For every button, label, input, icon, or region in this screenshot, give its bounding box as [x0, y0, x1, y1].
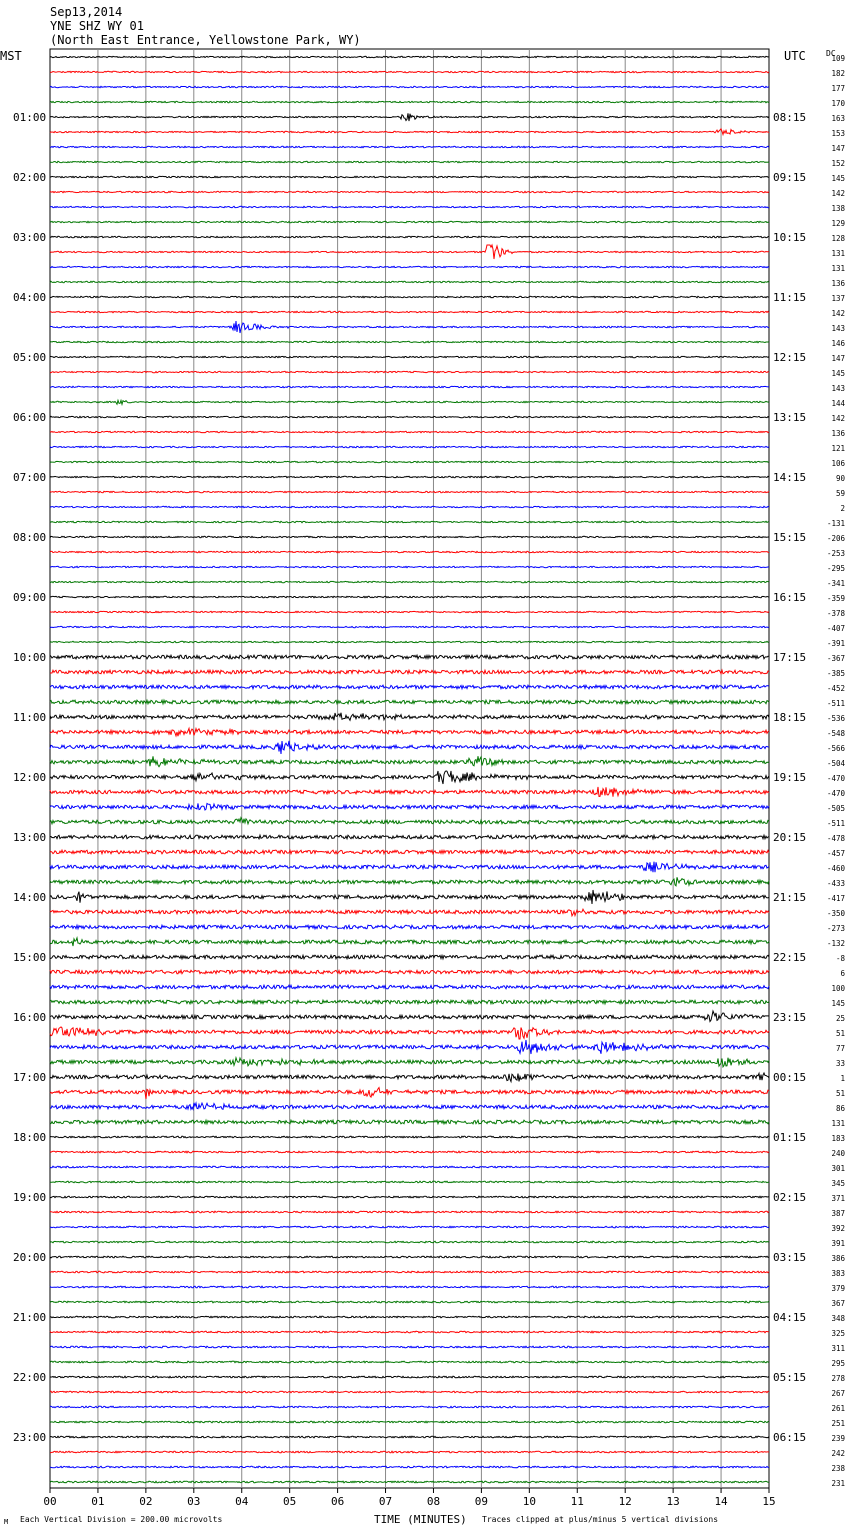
- dc-value: 106: [831, 459, 845, 468]
- trace-line: [50, 1000, 769, 1004]
- trace-line: [50, 909, 769, 916]
- left-time-label: 17:00: [13, 1071, 47, 1084]
- right-time-label: 11:15: [773, 291, 807, 304]
- trace-line: [50, 431, 769, 432]
- dc-value: 345: [831, 1179, 845, 1188]
- trace-line: [50, 266, 769, 267]
- trace-line: [50, 400, 769, 404]
- dc-value: 145: [831, 369, 845, 378]
- dc-value: 109: [831, 54, 845, 63]
- trace-line: [50, 386, 769, 387]
- dc-value: 142: [831, 414, 845, 423]
- trace-line: [50, 1301, 769, 1303]
- right-time-label: 18:15: [773, 711, 807, 724]
- trace-line: [50, 626, 769, 627]
- trace-line: [50, 1136, 769, 1138]
- dc-value: -8: [835, 954, 845, 963]
- trace-line: [50, 101, 769, 102]
- left-axis-label: MST: [0, 49, 22, 63]
- right-time-label: 06:15: [773, 1431, 807, 1444]
- dc-value: 77: [835, 1044, 845, 1053]
- trace-line: [50, 803, 769, 810]
- right-time-label: 17:15: [773, 651, 807, 664]
- dc-value: 33: [835, 1059, 845, 1068]
- dc-value: 295: [831, 1359, 845, 1368]
- dc-value: 183: [831, 1134, 845, 1143]
- trace-line: [50, 700, 769, 704]
- right-time-label: 01:15: [773, 1131, 807, 1144]
- trace-line: [50, 1166, 769, 1168]
- trace-line: [50, 206, 769, 207]
- dc-value: -457: [826, 849, 845, 858]
- right-time-label: 23:15: [773, 1011, 807, 1024]
- dc-value: 137: [831, 294, 845, 303]
- corner-mark: M: [4, 1518, 9, 1526]
- dc-value: 238: [831, 1464, 845, 1473]
- dc-value: 267: [831, 1389, 845, 1398]
- trace-line: [50, 938, 769, 946]
- trace-group: [50, 56, 769, 1483]
- left-time-label: 14:00: [13, 891, 47, 904]
- dc-value: 325: [831, 1329, 845, 1338]
- trace-line: [50, 581, 769, 582]
- trace-line: [50, 176, 769, 177]
- trace-line: [50, 1406, 769, 1408]
- trace-line: [50, 728, 769, 736]
- trace-line: [50, 86, 769, 87]
- trace-line: [50, 236, 769, 237]
- dc-value: 100: [831, 984, 845, 993]
- left-time-label: 07:00: [13, 471, 47, 484]
- dc-value: -273: [826, 924, 845, 933]
- dc-value: 142: [831, 309, 845, 318]
- left-time-label: 11:00: [13, 711, 47, 724]
- trace-line: [50, 1421, 769, 1423]
- trace-line: [50, 890, 769, 904]
- dc-value: 144: [831, 399, 845, 408]
- trace-line: [50, 1256, 769, 1258]
- dc-value: 25: [835, 1014, 845, 1023]
- trace-line: [50, 491, 769, 492]
- trace-line: [50, 281, 769, 282]
- left-time-label: 06:00: [13, 411, 47, 424]
- trace-line: [50, 536, 769, 537]
- dc-value: 387: [831, 1209, 845, 1218]
- dc-value: -295: [826, 564, 845, 573]
- dc-value: 386: [831, 1254, 845, 1263]
- left-time-label: 19:00: [13, 1191, 47, 1204]
- trace-line: [50, 985, 769, 989]
- right-time-label: 19:15: [773, 771, 807, 784]
- trace-line: [50, 1466, 769, 1468]
- dc-value: -378: [826, 609, 845, 618]
- right-time-label: 02:15: [773, 1191, 807, 1204]
- dc-value: 59: [835, 489, 845, 498]
- trace-line: [50, 1346, 769, 1348]
- dc-value: 146: [831, 339, 845, 348]
- dc-value: 86: [835, 1104, 845, 1113]
- dc-value: -505: [826, 804, 845, 813]
- right-time-label: 21:15: [773, 891, 807, 904]
- x-tick-labels: [43, 1488, 775, 1508]
- trace-line: [50, 955, 769, 959]
- trace-line: [50, 1451, 769, 1453]
- dc-value: 145: [831, 174, 845, 183]
- trace-line: [50, 925, 769, 929]
- dc-value: 128: [831, 234, 845, 243]
- x-tick-label: 06: [330, 1495, 345, 1508]
- dc-value: 142: [831, 189, 845, 198]
- left-time-label: 13:00: [13, 831, 47, 844]
- left-time-label: 08:00: [13, 531, 47, 544]
- trace-line: [50, 1027, 769, 1039]
- trace-line: [50, 113, 769, 121]
- dc-value: -341: [826, 579, 845, 588]
- dc-value: 240: [831, 1149, 845, 1158]
- x-tick-label: 14: [714, 1495, 728, 1508]
- dc-value: -470: [826, 789, 845, 798]
- trace-line: [50, 741, 769, 754]
- trace-line: [50, 1286, 769, 1288]
- trace-line: [50, 1316, 769, 1318]
- trace-line: [50, 71, 769, 72]
- trace-line: [50, 1376, 769, 1378]
- dc-label: DC: [826, 49, 836, 58]
- x-tick-label: 07: [378, 1495, 393, 1508]
- dc-value: -253: [826, 549, 845, 558]
- trace-line: [50, 1181, 769, 1183]
- right-time-label: 20:15: [773, 831, 807, 844]
- dc-value: 383: [831, 1269, 845, 1278]
- trace-line: [50, 771, 769, 784]
- dc-value: 131: [831, 249, 845, 258]
- trace-line: [50, 713, 769, 721]
- trace-line: [50, 371, 769, 372]
- trace-line: [50, 191, 769, 192]
- trace-line: [50, 1103, 769, 1110]
- header-date: Sep13,2014: [50, 5, 123, 19]
- trace-line: [50, 1040, 769, 1054]
- dc-value: -132: [826, 939, 845, 948]
- dc-value: -548: [826, 729, 845, 738]
- dc-value: 170: [831, 99, 845, 108]
- trace-line: [50, 850, 769, 854]
- left-time-label: 18:00: [13, 1131, 47, 1144]
- x-tick-label: 03: [187, 1495, 201, 1508]
- dc-value: 153: [831, 129, 845, 138]
- trace-line: [50, 341, 769, 342]
- dc-value: -385: [826, 669, 845, 678]
- dc-value: 261: [831, 1404, 845, 1413]
- trace-line: [50, 1196, 769, 1198]
- left-time-label: 01:00: [13, 111, 47, 124]
- dc-value: 239: [831, 1434, 845, 1443]
- dc-value: 278: [831, 1374, 845, 1383]
- trace-line: [50, 1088, 769, 1099]
- scale-note: Each Vertical Division = 200.00 microvolts: [20, 1515, 223, 1524]
- dc-value: -359: [826, 594, 845, 603]
- x-tick-label: 00: [43, 1495, 57, 1508]
- trace-line: [50, 566, 769, 567]
- x-tick-label: 15: [762, 1495, 776, 1508]
- dc-value: -536: [826, 714, 845, 723]
- dc-value: 143: [831, 384, 845, 393]
- trace-line: [50, 321, 769, 333]
- right-time-label: 13:15: [773, 411, 807, 424]
- trace-line: [50, 1151, 769, 1153]
- right-time-label: 04:15: [773, 1311, 807, 1324]
- dc-value: -417: [826, 894, 845, 903]
- dc-value: 231: [831, 1479, 845, 1488]
- left-time-label: 15:00: [13, 951, 47, 964]
- right-time-label: 15:15: [773, 531, 807, 544]
- dc-value: 1: [840, 1074, 845, 1083]
- trace-line: [50, 1011, 769, 1021]
- dc-value: -367: [826, 654, 845, 663]
- dc-value: -566: [826, 744, 845, 753]
- dc-value: -452: [826, 684, 845, 693]
- dc-value: -131: [826, 519, 845, 528]
- right-axis-label: UTC: [784, 49, 806, 63]
- trace-line: [50, 1058, 769, 1067]
- dc-value: 143: [831, 324, 845, 333]
- dc-value: -206: [826, 534, 845, 543]
- left-time-label: 12:00: [13, 771, 47, 784]
- right-time-label: 14:15: [773, 471, 807, 484]
- x-axis-title: TIME (MINUTES): [374, 1513, 467, 1526]
- trace-line: [50, 1331, 769, 1333]
- trace-line: [50, 56, 769, 57]
- dc-value: -433: [826, 879, 845, 888]
- trace-line: [50, 506, 769, 507]
- left-time-label: 23:00: [13, 1431, 47, 1444]
- trace-line: [50, 1226, 769, 1228]
- x-tick-label: 13: [666, 1495, 680, 1508]
- trace-line: [50, 446, 769, 447]
- right-time-label: 16:15: [773, 591, 807, 604]
- dc-value: 242: [831, 1449, 845, 1458]
- right-time-label: 22:15: [773, 951, 807, 964]
- trace-line: [50, 461, 769, 462]
- x-tick-label: 12: [618, 1495, 632, 1508]
- trace-line: [50, 756, 769, 767]
- header-location: (North East Entrance, Yellowstone Park, WY): [50, 33, 361, 47]
- trace-line: [50, 1361, 769, 1363]
- right-time-label: 12:15: [773, 351, 807, 364]
- dc-value: 51: [835, 1089, 845, 1098]
- header-station: YNE SHZ WY 01: [50, 19, 144, 33]
- dc-value: 392: [831, 1224, 845, 1233]
- dc-value: 136: [831, 429, 845, 438]
- left-time-label: 09:00: [13, 591, 47, 604]
- trace-line: [50, 670, 769, 674]
- dc-value: 182: [831, 69, 845, 78]
- left-time-label: 04:00: [13, 291, 47, 304]
- dc-value: 367: [831, 1299, 845, 1308]
- dc-value: -511: [826, 819, 845, 828]
- trace-line: [50, 818, 769, 824]
- right-time-label: 03:15: [773, 1251, 807, 1264]
- trace-line: [50, 551, 769, 552]
- trace-line: [50, 1073, 769, 1082]
- left-time-label: 21:00: [13, 1311, 47, 1324]
- x-tick-label: 09: [474, 1495, 489, 1508]
- trace-line: [50, 877, 769, 886]
- dc-value: 152: [831, 159, 845, 168]
- trace-line: [50, 1120, 769, 1124]
- dc-value: 379: [831, 1284, 845, 1293]
- x-tick-label: 01: [91, 1495, 105, 1508]
- trace-line: [50, 641, 769, 642]
- dc-value: 177: [831, 84, 845, 93]
- dc-value: 121: [831, 444, 845, 453]
- left-time-label: 16:00: [13, 1011, 47, 1024]
- dc-value: 145: [831, 999, 845, 1008]
- dc-value: 348: [831, 1314, 845, 1323]
- trace-line: [50, 356, 769, 357]
- dc-value: -504: [826, 759, 845, 768]
- dc-value: -407: [826, 624, 845, 633]
- right-time-labels: [773, 111, 806, 1444]
- trace-line: [50, 296, 769, 297]
- trace-line: [50, 146, 769, 147]
- x-tick-label: 05: [283, 1495, 297, 1508]
- trace-line: [50, 221, 769, 222]
- dc-value: 371: [831, 1194, 845, 1203]
- dc-value: 129: [831, 219, 845, 228]
- dc-value: -460: [826, 864, 845, 873]
- left-time-label: 02:00: [13, 171, 47, 184]
- trace-line: [50, 1211, 769, 1213]
- right-time-label: 00:15: [773, 1071, 807, 1084]
- x-tick-label: 08: [426, 1495, 441, 1508]
- trace-line: [50, 1481, 769, 1483]
- clip-note: Traces clipped at plus/minus 5 vertical divisions: [482, 1515, 719, 1524]
- x-tick-label: 10: [522, 1495, 536, 1508]
- dc-value: 311: [831, 1344, 845, 1353]
- trace-line: [50, 161, 769, 162]
- dc-value-labels: [827, 54, 846, 1488]
- trace-line: [50, 1391, 769, 1393]
- x-tick-label: 04: [235, 1495, 249, 1508]
- trace-line: [50, 1436, 769, 1438]
- trace-line: [50, 476, 769, 477]
- right-time-label: 08:15: [773, 111, 807, 124]
- trace-line: [50, 596, 769, 597]
- dc-value: 131: [831, 264, 845, 273]
- left-time-label: 03:00: [13, 231, 47, 244]
- trace-line: [50, 1241, 769, 1243]
- dc-value: 51: [835, 1029, 845, 1038]
- dc-value: -511: [826, 699, 845, 708]
- trace-line: [50, 787, 769, 797]
- trace-line: [50, 611, 769, 612]
- trace-line: [50, 835, 769, 839]
- dc-value: 301: [831, 1164, 845, 1173]
- dc-value: 147: [831, 354, 845, 363]
- dc-value: 138: [831, 204, 845, 213]
- left-time-label: 22:00: [13, 1371, 47, 1384]
- dc-value: -391: [826, 639, 845, 648]
- trace-line: [50, 129, 769, 135]
- right-time-label: 05:15: [773, 1371, 807, 1384]
- trace-line: [50, 245, 769, 259]
- dc-value: -470: [826, 774, 845, 783]
- right-time-label: 10:15: [773, 231, 807, 244]
- right-time-label: 09:15: [773, 171, 807, 184]
- dc-value: -478: [826, 834, 845, 843]
- trace-line: [50, 970, 769, 974]
- trace-line: [50, 521, 769, 522]
- trace-line: [50, 416, 769, 417]
- left-time-label: 05:00: [13, 351, 47, 364]
- trace-line: [50, 862, 769, 873]
- dc-value: 136: [831, 279, 845, 288]
- dc-value: 251: [831, 1419, 845, 1428]
- trace-line: [50, 1271, 769, 1273]
- trace-line: [50, 685, 769, 689]
- dc-value: 131: [831, 1119, 845, 1128]
- x-tick-label: 02: [139, 1495, 153, 1508]
- left-time-label: 10:00: [13, 651, 47, 664]
- left-time-label: 20:00: [13, 1251, 47, 1264]
- dc-value: 2: [840, 504, 845, 513]
- dc-value: 6: [840, 969, 845, 978]
- dc-value: 163: [831, 114, 845, 123]
- dc-value: -350: [826, 909, 845, 918]
- dc-value: 147: [831, 144, 845, 153]
- trace-line: [50, 311, 769, 312]
- trace-line: [50, 655, 769, 659]
- x-tick-label: 11: [570, 1495, 584, 1508]
- dc-value: 391: [831, 1239, 845, 1248]
- dc-value: 90: [835, 474, 845, 483]
- left-time-labels: [13, 111, 46, 1444]
